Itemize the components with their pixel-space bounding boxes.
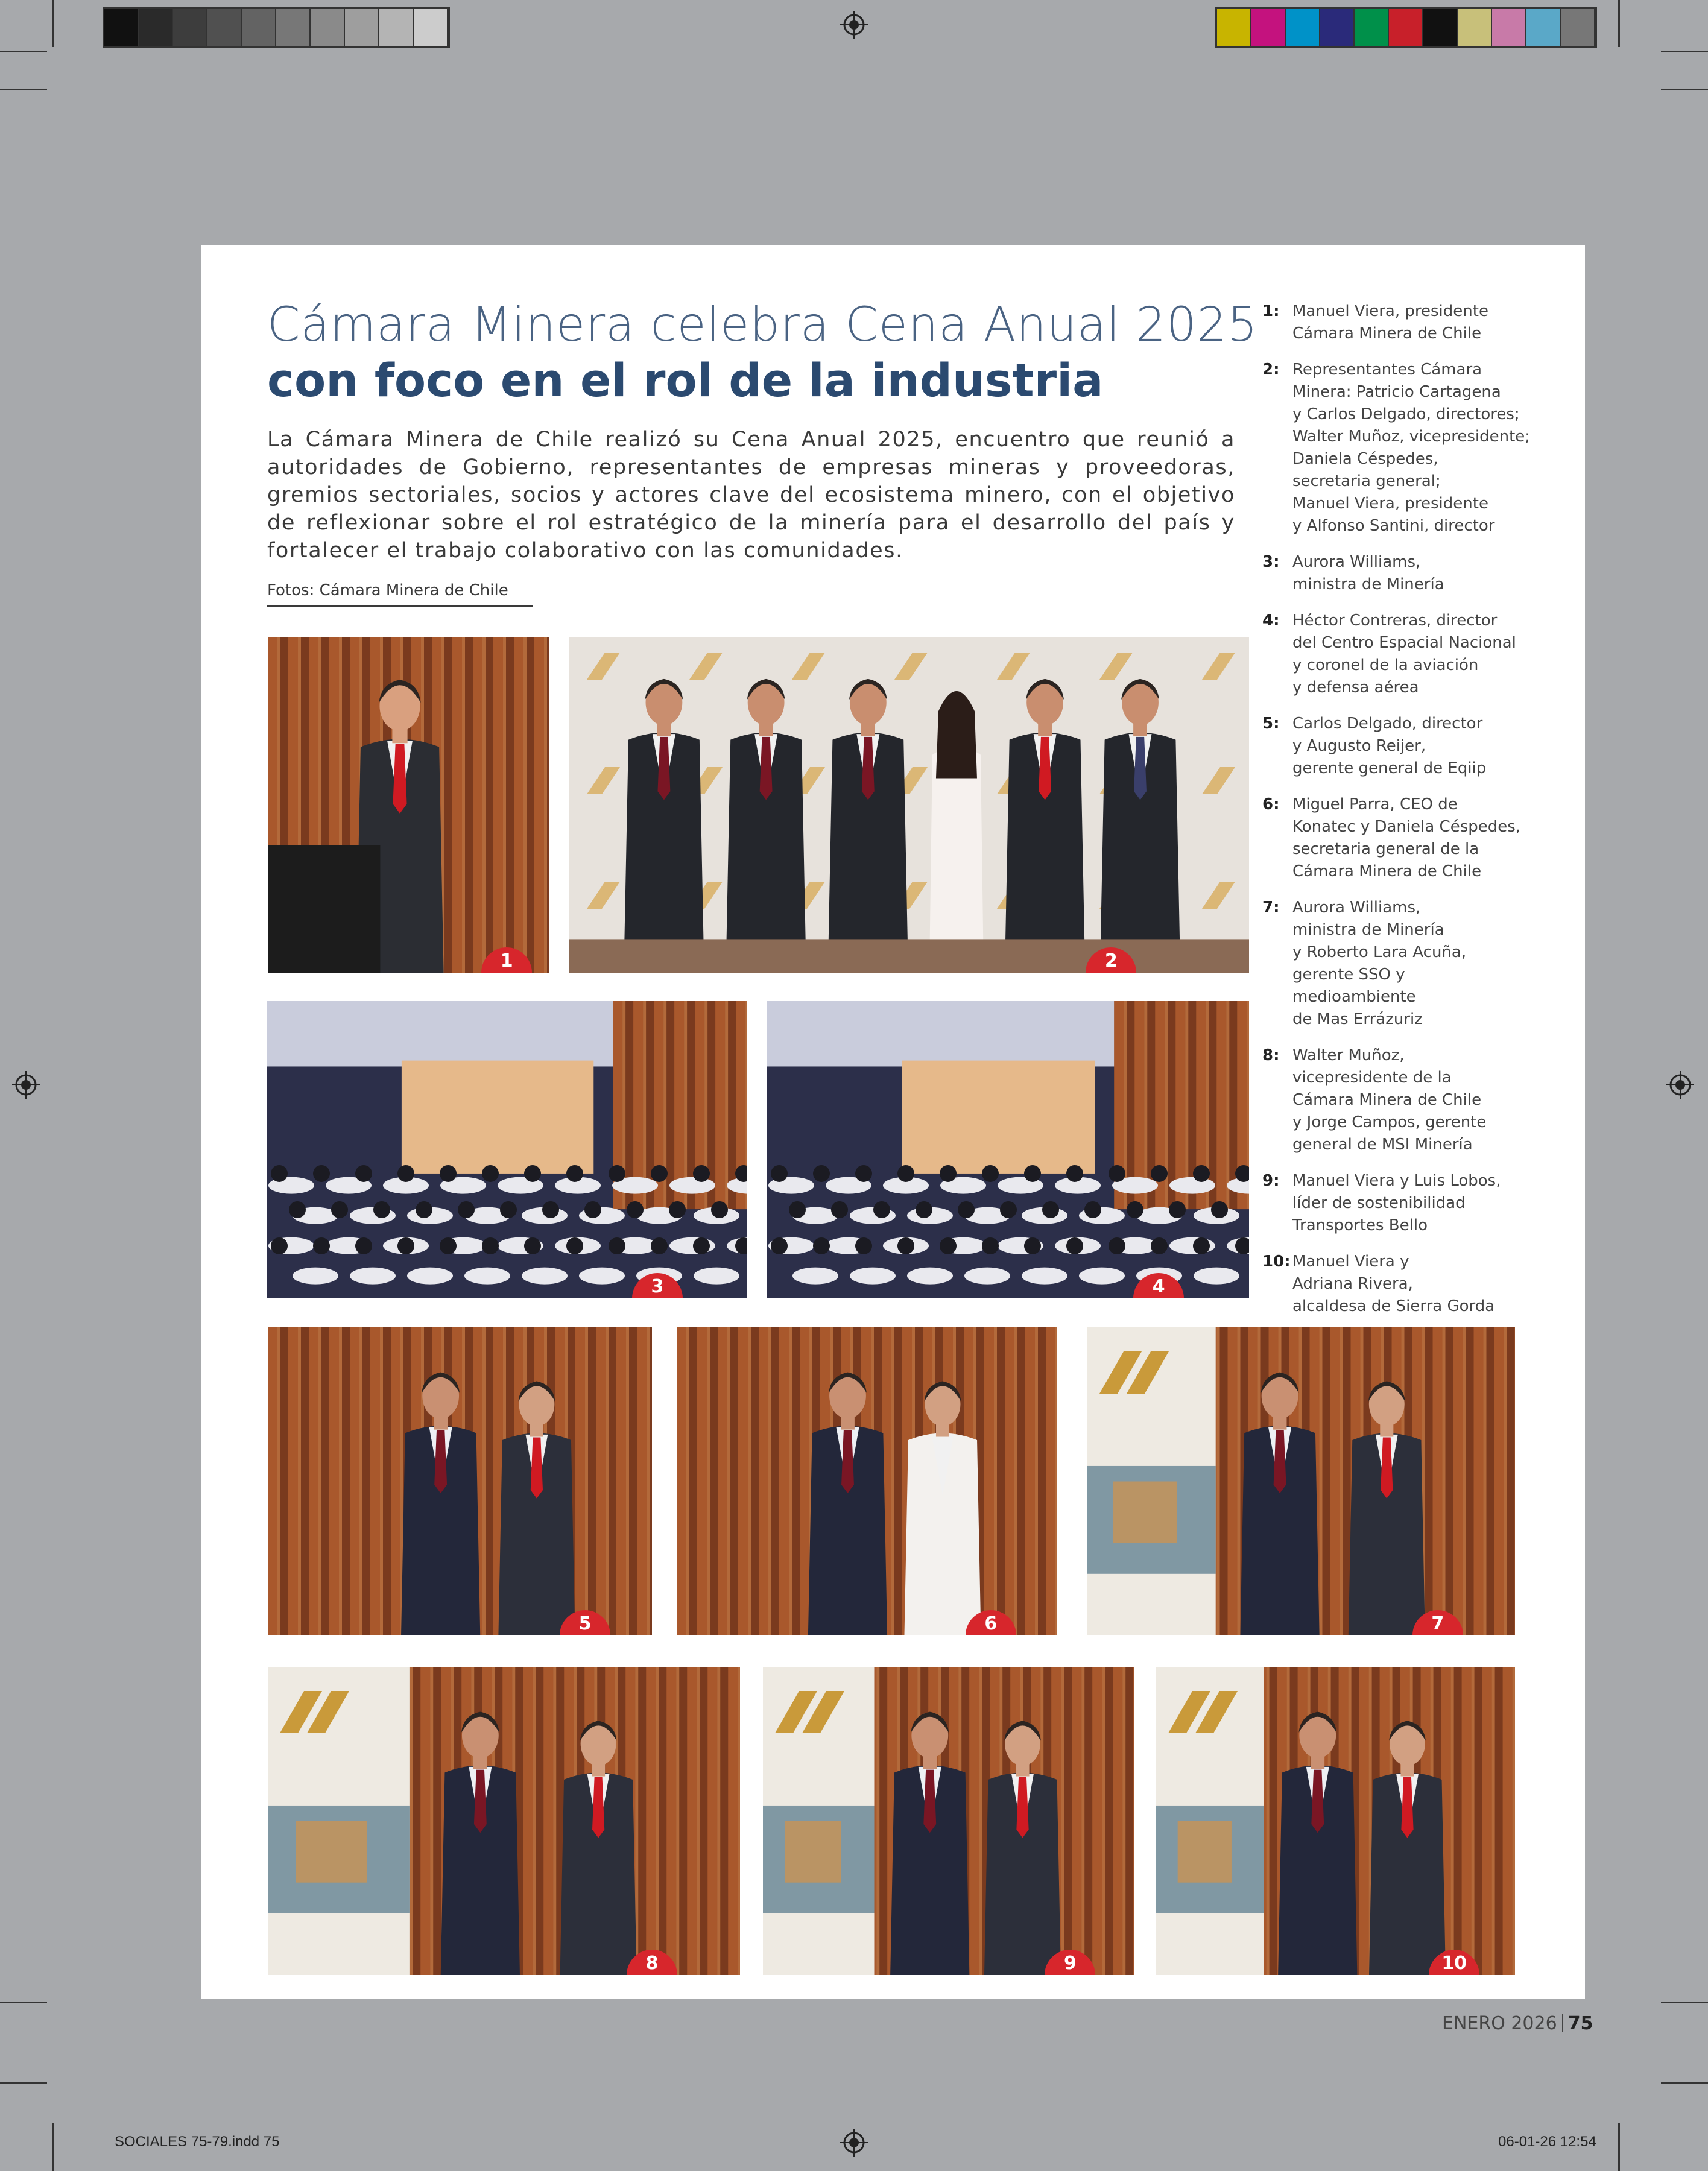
caption-item xyxy=(1262,794,1540,883)
caption-text xyxy=(1292,897,1540,1031)
color-swatch xyxy=(1320,9,1355,46)
caption-line: y Carlos Delgado, directores; xyxy=(1292,405,1520,423)
caption-number: 6: xyxy=(1262,795,1280,814)
crop-mark xyxy=(1661,89,1708,90)
photo-illustration xyxy=(268,637,549,973)
caption-number: 8: xyxy=(1262,1046,1280,1064)
caption-line: alcaldesa de Sierra Gorda xyxy=(1292,1297,1495,1315)
photo-number-badge: 2 xyxy=(1086,947,1136,973)
article-title-line1: Cámara Minera celebra Cena Anual 2025 xyxy=(267,298,1258,352)
slug-file-info: SOCIALES 75-79.indd 75 xyxy=(115,2134,280,2150)
caption-text xyxy=(1292,610,1540,699)
color-swatch xyxy=(276,9,311,46)
photo-illustration xyxy=(268,1667,740,1975)
caption-line: Cámara Minera de Chile xyxy=(1292,1091,1482,1109)
caption-line: Representantes Cámara xyxy=(1292,361,1482,379)
photo-illustration xyxy=(1156,1667,1515,1975)
caption-line: del Centro Espacial Nacional xyxy=(1292,634,1516,652)
caption-text xyxy=(1292,551,1540,596)
caption-line: secretaria general; xyxy=(1292,472,1441,490)
color-swatch xyxy=(173,9,207,46)
crop-mark xyxy=(0,51,47,52)
crop-mark xyxy=(1618,2123,1620,2171)
photo-6 xyxy=(677,1327,1057,1635)
caption-line: líder de sostenibilidad xyxy=(1292,1194,1466,1212)
registration-mark-icon xyxy=(12,1071,40,1099)
crop-mark xyxy=(1618,0,1620,47)
photo-illustration xyxy=(268,1327,652,1635)
color-swatch xyxy=(1458,9,1492,46)
photo-number-badge: 5 xyxy=(560,1610,610,1635)
color-swatch xyxy=(414,9,448,46)
caption-line: Walter Muñoz, xyxy=(1292,1046,1405,1064)
caption-line: Manuel Viera, presidente xyxy=(1292,495,1488,513)
registration-mark-icon xyxy=(1666,1071,1694,1099)
color-swatch xyxy=(1423,9,1458,46)
caption-text xyxy=(1292,359,1540,537)
color-swatch xyxy=(1251,9,1286,46)
photo-1 xyxy=(268,637,549,973)
caption-text xyxy=(1292,1251,1540,1318)
photo-illustration xyxy=(763,1667,1134,1975)
photo-4 xyxy=(767,1001,1249,1298)
color-swatch xyxy=(345,9,379,46)
caption-line: Aurora Williams, xyxy=(1292,553,1421,571)
color-swatch xyxy=(139,9,173,46)
caption-line: general de MSI Minería xyxy=(1292,1136,1473,1154)
slug-timestamp: 06-01-26 12:54 xyxy=(1498,2134,1596,2150)
caption-line: Manuel Viera y xyxy=(1292,1253,1409,1271)
color-swatch xyxy=(1355,9,1389,46)
caption-number: 2: xyxy=(1262,361,1280,379)
caption-line: Manuel Viera y Luis Lobos, xyxy=(1292,1172,1501,1190)
magazine-page xyxy=(201,245,1593,2034)
photo-number-badge: 7 xyxy=(1412,1610,1463,1635)
photo-5 xyxy=(268,1327,652,1635)
page-number: 75 xyxy=(1567,2013,1593,2034)
color-swatch xyxy=(311,9,345,46)
caption-item xyxy=(1262,1251,1540,1318)
caption-line: vicepresidente de la xyxy=(1292,1069,1452,1087)
caption-line: Manuel Viera, presidente xyxy=(1292,302,1488,320)
photo-illustration xyxy=(267,1001,747,1298)
caption-line: y Jorge Campos, gerente xyxy=(1292,1113,1487,1131)
caption-item xyxy=(1262,1170,1540,1237)
caption-line: y coronel de la aviación xyxy=(1292,656,1479,674)
cmyk-color-bar xyxy=(1215,7,1597,48)
caption-number: 7: xyxy=(1262,899,1280,917)
photo-illustration xyxy=(677,1327,1057,1635)
caption-line: Konatec y Daniela Céspedes, xyxy=(1292,818,1521,836)
photo-number-badge: 6 xyxy=(966,1610,1016,1635)
caption-line: gerente general de Eqiip xyxy=(1292,759,1487,777)
caption-line: Cámara Minera de Chile xyxy=(1292,862,1482,880)
photo-2 xyxy=(569,637,1249,973)
crop-mark xyxy=(1661,2002,1708,2003)
color-swatch xyxy=(1286,9,1320,46)
caption-line: Carlos Delgado, director xyxy=(1292,715,1483,733)
registration-mark-icon xyxy=(840,11,868,39)
caption-line: Adriana Rivera, xyxy=(1292,1275,1413,1293)
article-intro: La Cámara Minera de Chile realizó su Cena Anual 2025, encuentro que reunió a autoridades de Gobierno, representantes de empresas mineras y proveedoras, gremios sectoriales, socios y actores clave del ecosistema minero, con el objetivo de reflexionar sobre el rol estratégico de la minería para el desarrollo del país y fortalecer el trabajo colaborativo con las comunidades. xyxy=(267,428,1235,563)
photo-10 xyxy=(1156,1667,1515,1975)
color-swatch xyxy=(242,9,276,46)
color-swatch xyxy=(1492,9,1526,46)
caption-line: y Augusto Reijer, xyxy=(1292,737,1426,755)
photo-3 xyxy=(267,1001,747,1298)
caption-item xyxy=(1262,300,1540,345)
crop-mark xyxy=(52,2123,54,2171)
caption-line: secretaria general de la xyxy=(1292,840,1479,858)
page-folio xyxy=(1442,2013,1593,2034)
photo-7 xyxy=(1087,1327,1515,1635)
caption-line: y defensa aérea xyxy=(1292,678,1419,697)
caption-line: Minera: Patricio Cartagena xyxy=(1292,383,1501,401)
caption-text xyxy=(1292,1170,1540,1237)
caption-number: 9: xyxy=(1262,1172,1280,1190)
photo-illustration xyxy=(767,1001,1249,1298)
color-swatch xyxy=(1389,9,1423,46)
caption-number: 3: xyxy=(1262,553,1280,571)
photo-9 xyxy=(763,1667,1134,1975)
caption-line: de Mas Errázuriz xyxy=(1292,1010,1423,1028)
caption-number: 10: xyxy=(1262,1253,1291,1271)
article-title-line2: con foco en el rol de la industria xyxy=(267,353,1104,407)
gray-color-bar xyxy=(103,7,450,48)
caption-item xyxy=(1262,1044,1540,1156)
caption-line: Transportes Bello xyxy=(1292,1216,1428,1234)
photo-number-badge: 10 xyxy=(1429,1950,1479,1975)
caption-item xyxy=(1262,359,1540,537)
caption-line: medioambiente xyxy=(1292,988,1416,1006)
caption-line: gerente SSO y xyxy=(1292,965,1405,984)
photo-illustration xyxy=(569,637,1249,973)
color-swatch xyxy=(379,9,414,46)
caption-text xyxy=(1292,713,1540,780)
caption-line: Cámara Minera de Chile xyxy=(1292,324,1482,343)
caption-line: Aurora Williams, xyxy=(1292,899,1421,917)
crop-mark xyxy=(1661,2082,1708,2084)
caption-item xyxy=(1262,551,1540,596)
color-swatch xyxy=(1561,9,1595,46)
caption-line: ministra de Minería xyxy=(1292,575,1444,593)
caption-line: Walter Muñoz, vicepresidente; xyxy=(1292,428,1531,446)
caption-text xyxy=(1292,300,1540,345)
caption-item xyxy=(1262,610,1540,699)
registration-mark-icon xyxy=(840,2129,868,2157)
photo-illustration xyxy=(1087,1327,1515,1635)
caption-list xyxy=(1262,300,1540,1332)
caption-number: 1: xyxy=(1262,302,1280,320)
caption-line: y Alfonso Santini, director xyxy=(1292,517,1495,535)
crop-mark xyxy=(0,89,47,90)
crop-mark xyxy=(0,2082,47,2084)
color-swatch xyxy=(1217,9,1251,46)
folio-divider xyxy=(1562,2014,1563,2032)
photo-number-badge: 3 xyxy=(632,1273,683,1298)
color-swatch xyxy=(1526,9,1561,46)
color-swatch xyxy=(104,9,139,46)
crop-mark xyxy=(0,2002,47,2003)
caption-line: Miguel Parra, CEO de xyxy=(1292,795,1458,814)
caption-line: y Roberto Lara Acuña, xyxy=(1292,943,1467,961)
caption-text xyxy=(1292,1044,1540,1156)
caption-text xyxy=(1292,794,1540,883)
color-swatch xyxy=(207,9,242,46)
crop-mark xyxy=(1661,51,1708,52)
photo-8 xyxy=(268,1667,740,1975)
caption-item xyxy=(1262,897,1540,1031)
crop-mark xyxy=(52,0,54,47)
photo-number-badge: 8 xyxy=(627,1950,677,1975)
caption-item xyxy=(1262,713,1540,780)
caption-number: 5: xyxy=(1262,715,1280,733)
photo-credit: Fotos: Cámara Minera de Chile xyxy=(267,581,533,607)
caption-line: Daniela Céspedes, xyxy=(1292,450,1438,468)
issue-date: ENERO 2026 xyxy=(1442,2013,1557,2034)
photo-number-badge: 9 xyxy=(1045,1950,1095,1975)
caption-number: 4: xyxy=(1262,611,1280,630)
caption-line: Héctor Contreras, director xyxy=(1292,611,1498,630)
caption-line: ministra de Minería xyxy=(1292,921,1444,939)
photo-number-badge: 1 xyxy=(481,947,532,973)
photo-number-badge: 4 xyxy=(1133,1273,1184,1298)
